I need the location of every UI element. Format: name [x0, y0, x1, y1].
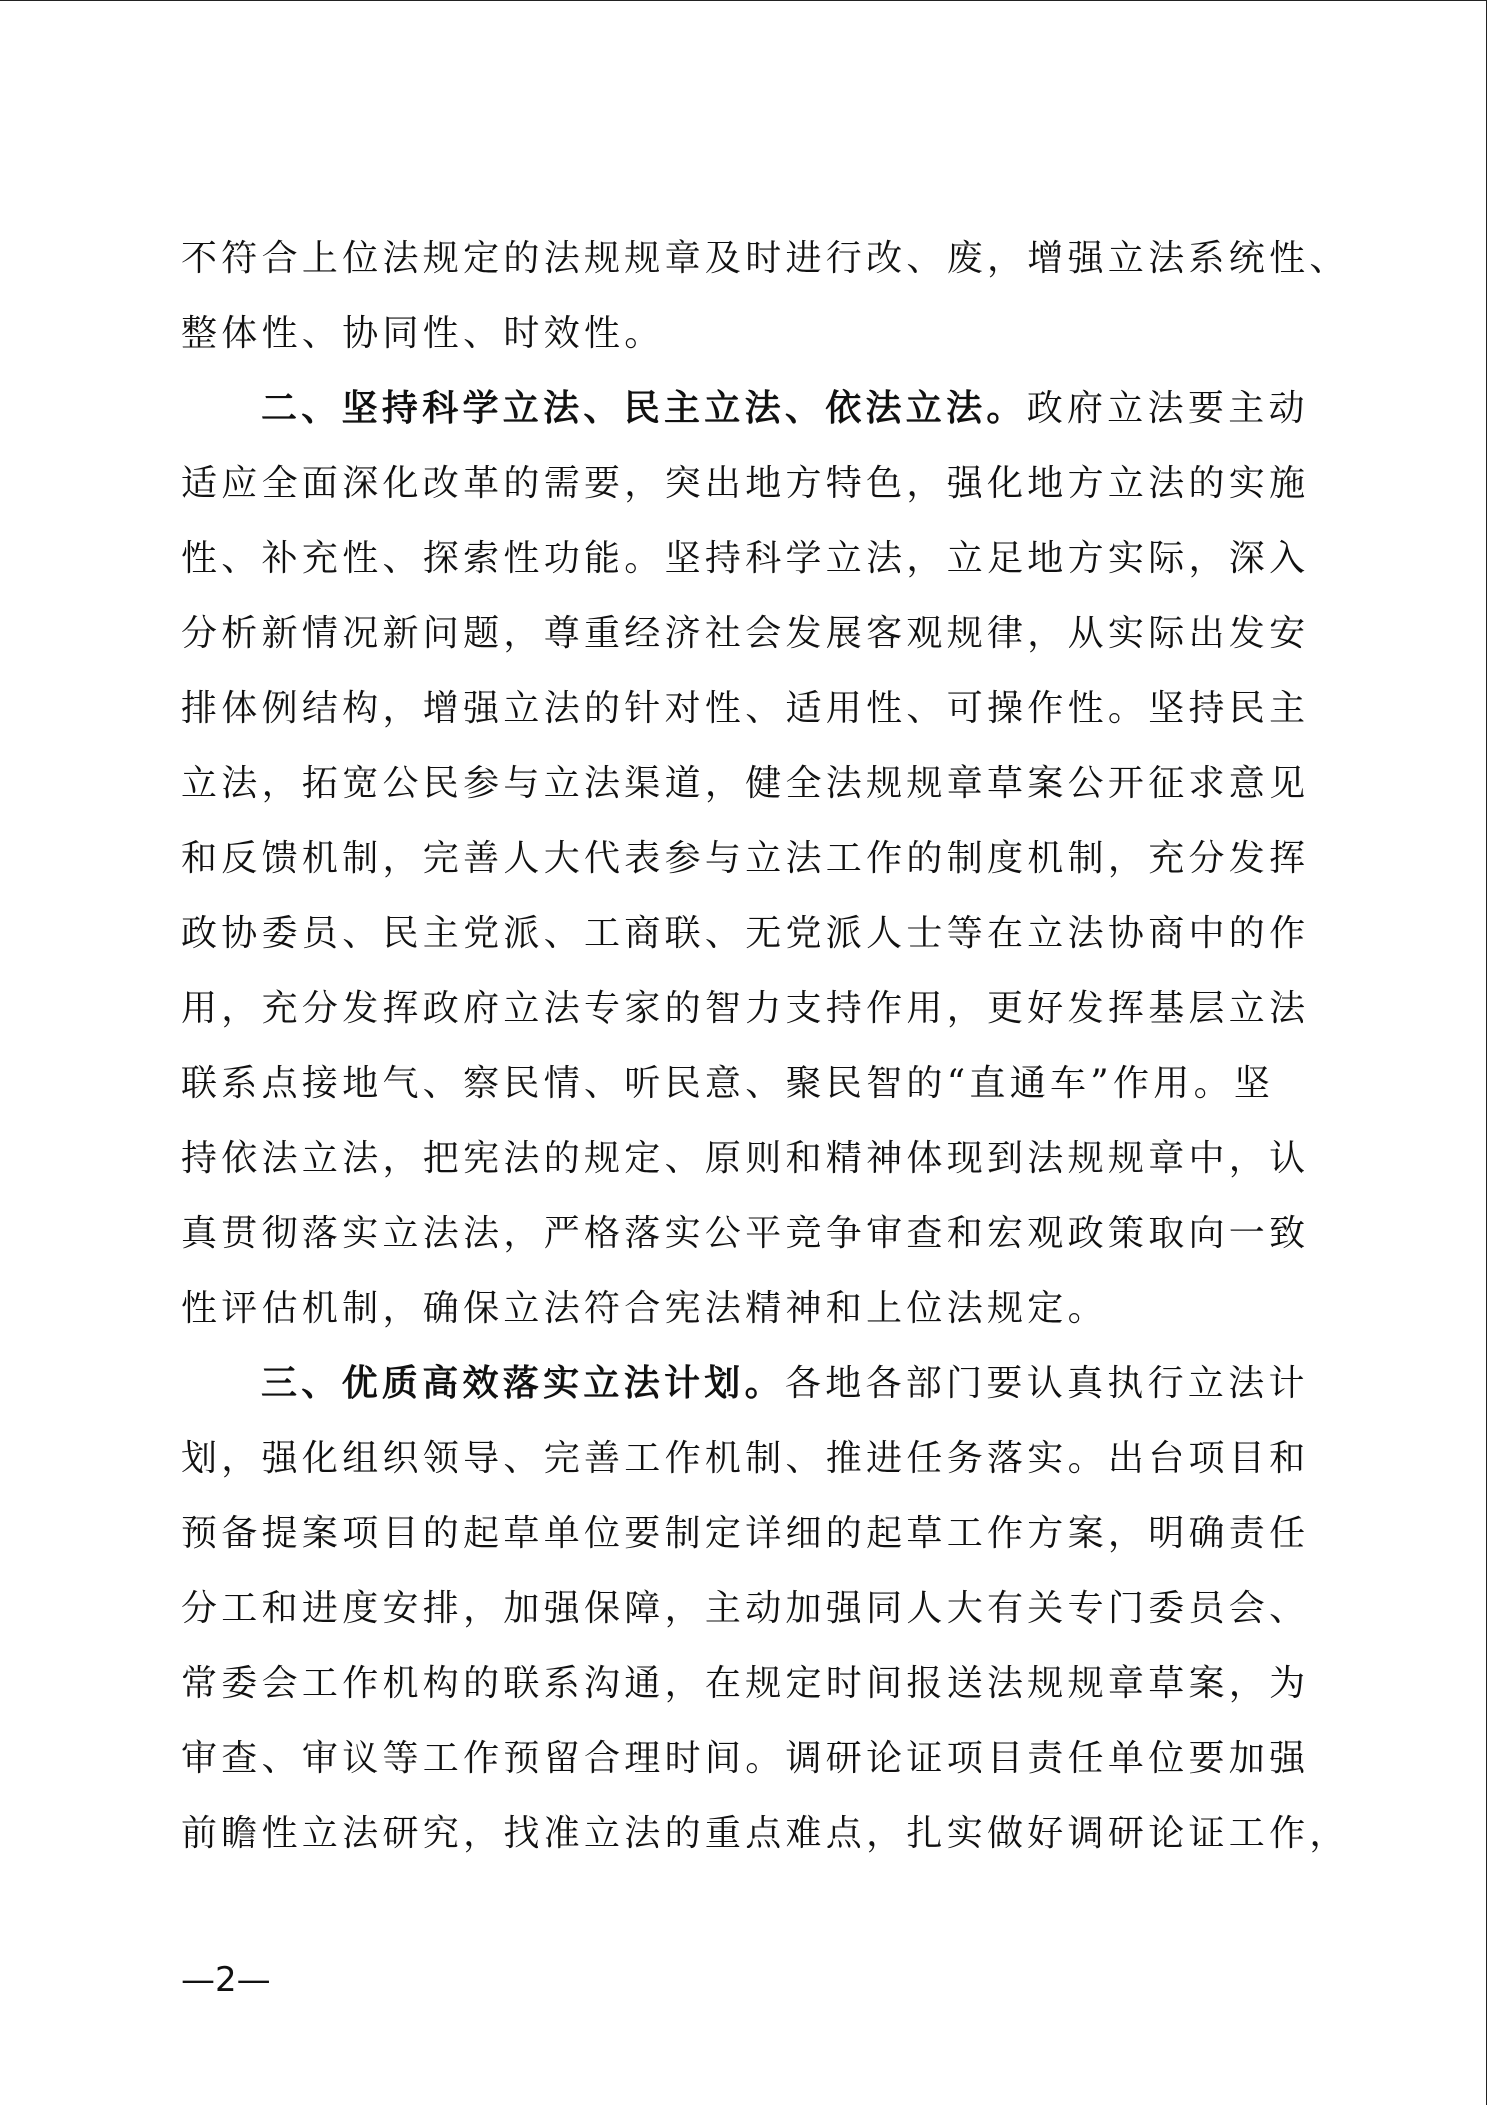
text-line: [181, 521, 1341, 596]
text-line: [181, 1496, 1341, 1571]
line-text: 前瞻性立法研究，找准立法的重点难点，扎实做好调研论证工作，: [181, 1813, 1350, 1854]
section-heading: 三、优质高效落实立法计划。: [261, 1363, 785, 1404]
text-line: [181, 1271, 1341, 1346]
text-line: [181, 1796, 1350, 1871]
line-text: 政府立法要主动: [1026, 388, 1309, 429]
text-line: [181, 596, 1341, 671]
line-text: 性评估机制，确保立法符合宪法精神和上位法规定。: [181, 1288, 1108, 1329]
section-heading: 二、坚持科学立法、民主立法、依法立法。: [261, 388, 1027, 429]
line-text: 分工和进度安排，加强保障，主动加强同人大有关专门委员会、: [181, 1588, 1310, 1629]
line-text: 政协委员、民主党派、工商联、无党派人士等在立法协商中的作: [181, 913, 1310, 954]
line-text: 联系点接地气、察民情、听民意、聚民智的“直通车”作用。坚: [181, 1063, 1275, 1104]
text-line: [181, 746, 1341, 821]
line-text: 适应全面深化改革的需要，突出地方特色，强化地方立法的实施: [181, 463, 1310, 504]
text-line: [181, 1196, 1341, 1271]
section-heading-line: [181, 371, 1341, 446]
line-text: 性、补充性、探索性功能。坚持科学立法，立足地方实际，深入: [181, 538, 1310, 579]
line-text: 预备提案项目的起草单位要制定详细的起草工作方案，明确责任: [181, 1513, 1310, 1554]
text-line: [181, 296, 1341, 371]
line-text: 分析新情况新问题，尊重经济社会发展客观规律，从实际出发安: [181, 613, 1310, 654]
text-line: [181, 446, 1341, 521]
line-text: 和反馈机制，完善人大代表参与立法工作的制度机制，充分发挥: [181, 838, 1310, 879]
line-text: 整体性、协同性、时效性。: [181, 313, 665, 354]
section-heading-line: [181, 1346, 1341, 1421]
line-text: 真贯彻落实立法法，严格落实公平竞争审查和宏观政策取向一致: [181, 1213, 1310, 1254]
text-line: [181, 1721, 1341, 1796]
line-text: 持依法立法，把宪法的规定、原则和精神体现到法规规章中，认: [181, 1138, 1310, 1179]
text-line: [181, 1421, 1341, 1496]
line-text: 用，充分发挥政府立法专家的智力支持作用，更好发挥基层立法: [181, 988, 1310, 1029]
text-line: [181, 971, 1341, 1046]
line-text: 划，强化组织领导、完善工作机制、推进任务落实。出台项目和: [181, 1438, 1310, 1479]
line-text: 审查、审议等工作预留合理时间。调研论证项目责任单位要加强: [181, 1738, 1310, 1779]
text-line: [181, 821, 1341, 896]
page-number: —2—: [181, 1960, 271, 2000]
line-text: 排体例结构，增强立法的针对性、适用性、可操作性。坚持民主: [181, 688, 1310, 729]
text-line: [181, 1571, 1341, 1646]
text-line: [181, 1046, 1341, 1121]
line-text: 常委会工作机构的联系沟通，在规定时间报送法规规章草案，为: [181, 1663, 1310, 1704]
line-text: 各地各部门要认真执行立法计: [784, 1363, 1309, 1404]
text-line: [181, 1646, 1341, 1721]
text-line: [181, 896, 1341, 971]
document-body: [181, 221, 1350, 1871]
text-line: [181, 1121, 1341, 1196]
line-text: 立法，拓宽公民参与立法渠道，健全法规规章草案公开征求意见: [181, 763, 1310, 804]
line-text: 不符合上位法规定的法规规章及时进行改、废，增强立法系统性、: [181, 238, 1350, 279]
text-line: [181, 221, 1350, 296]
text-line: [181, 671, 1341, 746]
